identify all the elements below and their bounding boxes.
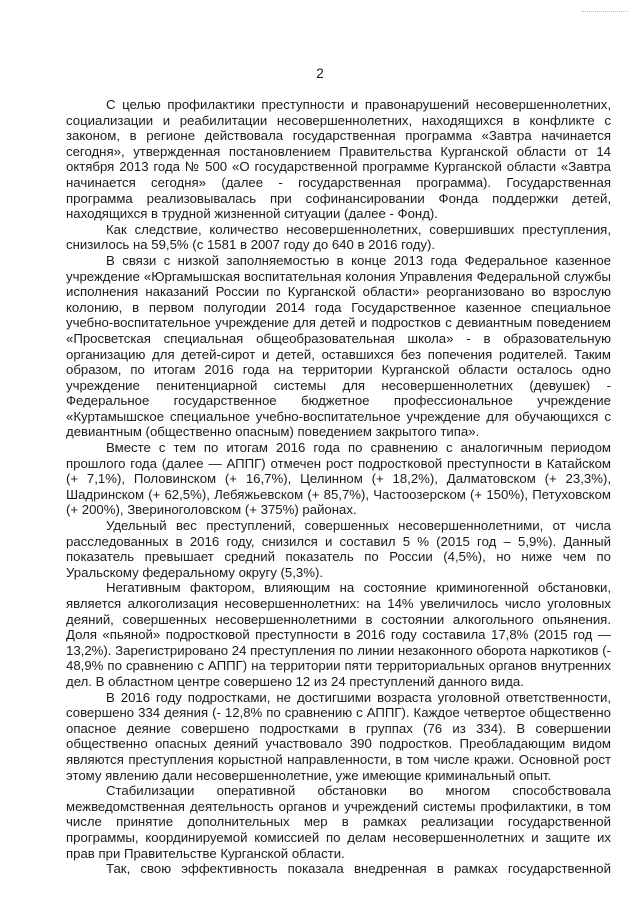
paragraph-reorganization: В связи с низкой заполняемостью в конце 2013 года Федеральное казенное учреждение «Юргамышская воспитательная колония Управления Федеральной службы исполнения наказаний России по Курганской области» реорганизовано во взрослую колонию, в первом полугодии 2014 года Государственное казенное специальное учебно-воспитательное учреждение для детей и подростков с девиантным поведением «Просветская специальная общеобразовательная школа» - в образовательную организацию для детей-сирот и детей, оставшихся без попечения родителей. Таким образом, по итогам 2016 года на территории Курганской области осталось одно учреждение пенитенциарной системы для несовершеннолетних (девушек) - Федеральное государственное бюджетное профессиональное учреждение «Куртамышское специальное учебно-воспитательное учреждение для обучающихся с девиантным (общественно опасным) поведением закрытого типа».: [66, 252, 611, 440]
paragraph-share: Удельный вес преступлений, совершенных несовершеннолетними, от числа расследованных в 2016 году, снизился и составил 5 % (2015 год – 5,9%). Данный показатель превышает средний показатель по России (4,5%), но ниже чем по Уральскому федеральному округу (5,3%).: [66, 518, 611, 580]
scan-corner-mark: [582, 11, 628, 12]
paragraph-growth-districts: Вместе с тем по итогам 2016 года по сравнению с аналогичным периодом прошлого года (далее — АППГ) отмечен рост подростковой преступности в Катайском (+ 7,1%), Половинском (+ 16,7%), Целинном (+ 18,2%), Далматовском (+ 23,3%), Шадринском (+ 62,5%), Лебяжьевском (+ 85,7%), Частоозерском (+ 150%), Петуховском (+ 200%), Звериноголовском (+ 375%) районах.: [66, 440, 611, 518]
paragraph-result: Как следствие, количество несовершеннолетних, совершивших преступления, снизилось на 59,5% (с 1581 в 2007 году до 640 в 2016 году).: [66, 221, 611, 253]
paragraph-continuation: Так, свою эффективность показала внедренная в рамках государственной: [106, 861, 611, 877]
paragraph-program: С целью профилактики преступности и правонарушений несовершеннолетних, социализации и реабилитации несовершеннолетних, находящихся в конфликте с законом, в регионе действовала государственная программа «Завтра начинается сегодня», утвержденная постановлением Правительства Курганской области от 14 октября 2013 года № 500 «О государственной программе Курганской области «Завтра начинается сегодня» (далее - государственная программа). Государственная программа реализовывалась при софинансировании Фонда поддержки детей, находящихся в трудной жизненной ситуации (далее - Фонд).: [66, 97, 611, 222]
paragraph-underage-acts: В 2016 году подростками, не достигшими возраста уголовной ответственности, совершено 334 деяния (- 12,8% по сравнению с АППГ). Каждое четвертое общественно опасное деяние совершено подростками в группах (76 из 334). В совершении общественно опасных деяний участвовало 390 подростков. Преобладающим видом являются преступления корыстной направленности, в том числе кражи. Основной рост этому явлению дали несовершеннолетние, уже имеющие криминальный опыт.: [66, 689, 611, 783]
page-number: 2: [316, 66, 324, 81]
paragraph-stabilization: Стабилизации оперативной обстановки во многом способствовала межведомственная деятельность органов и учреждений системы профилактики, в том числе принятие дополнительных мер в рамках реализации государственной программы, координируемой комиссией по делам несовершеннолетних и защите их прав при Правительстве Курганской области.: [66, 783, 611, 861]
paragraph-alcohol: Негативным фактором, влияющим на состояние криминогенной обстановки, является алкоголизация несовершеннолетних: на 14% увеличилось число уголовных деяний, совершенных несовершеннолетними в состоянии алкогольного опьянения. Доля «пьяной» подростковой преступности в 2016 году составила 17,8% (2015 год — 13,2%). Зарегистрировано 24 преступления по линии незаконного оборота наркотиков (- 48,9% по сравнению с АППГ) на территории пяти территориальных органов внутренних дел. В областном центре совершено 12 из 24 преступлений данного вида.: [66, 580, 611, 689]
document-body: [66, 97, 611, 877]
